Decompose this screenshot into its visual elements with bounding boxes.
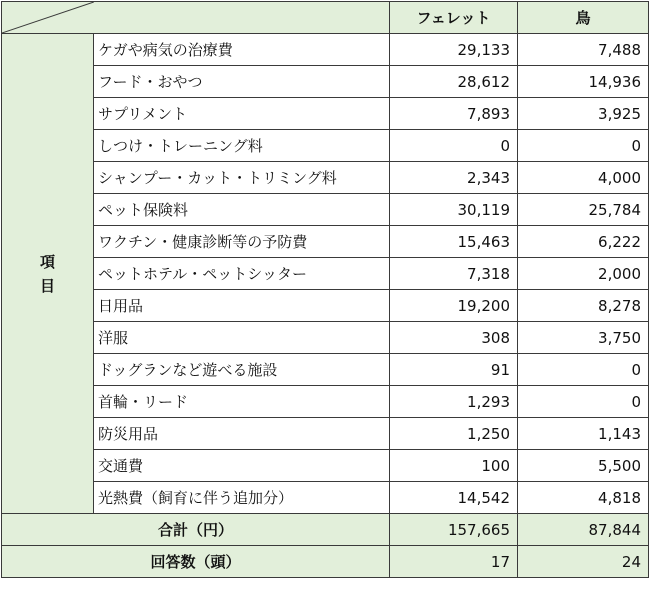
table-row [2, 34, 649, 66]
expense-item-label: サプリメント [94, 98, 390, 130]
expense-value-ferret: 0 [390, 130, 518, 162]
expense-item-label: 光熱費（飼育に伴う追加分） [94, 482, 390, 514]
header-row [2, 2, 649, 34]
expense-value-bird: 7,488 [518, 34, 649, 66]
diagonal-line [2, 2, 389, 33]
expense-value-bird: 2,000 [518, 258, 649, 290]
table-row [2, 98, 649, 130]
expense-value-bird: 6,222 [518, 226, 649, 258]
table-row [2, 386, 649, 418]
expense-value-ferret: 28,612 [390, 66, 518, 98]
table-row [2, 482, 649, 514]
side-label-items [2, 34, 94, 514]
expense-value-ferret: 100 [390, 450, 518, 482]
expense-item-label: ペットホテル・ペットシッター [94, 258, 390, 290]
table-row [2, 290, 649, 322]
expense-value-bird: 0 [518, 354, 649, 386]
expense-value-bird: 0 [518, 130, 649, 162]
respondents-row-label: 回答数（頭） [2, 546, 390, 578]
expense-value-ferret: 91 [390, 354, 518, 386]
expense-value-ferret: 7,893 [390, 98, 518, 130]
expense-value-bird: 4,000 [518, 162, 649, 194]
respondents-row-value-bird: 24 [518, 546, 649, 578]
total-row-value-bird: 87,844 [518, 514, 649, 546]
table-row [2, 130, 649, 162]
expense-value-ferret: 7,318 [390, 258, 518, 290]
total-row-label: 合計（円） [2, 514, 390, 546]
expense-value-bird: 0 [518, 386, 649, 418]
expense-value-bird: 14,936 [518, 66, 649, 98]
expense-item-label: 洋服 [94, 322, 390, 354]
side-label-char: 項 [39, 252, 55, 271]
expense-value-ferret: 30,119 [390, 194, 518, 226]
table-body [2, 2, 649, 578]
expense-item-label: フード・おやつ [94, 66, 390, 98]
expense-value-ferret: 19,200 [390, 290, 518, 322]
column-header-bird: 鳥 [518, 2, 649, 34]
expense-value-bird: 4,818 [518, 482, 649, 514]
table-row [2, 322, 649, 354]
expense-value-ferret: 1,293 [390, 386, 518, 418]
total-row [2, 514, 649, 546]
expense-value-ferret: 14,542 [390, 482, 518, 514]
table-row [2, 418, 649, 450]
table-row [2, 66, 649, 98]
expense-value-ferret: 2,343 [390, 162, 518, 194]
table-row [2, 450, 649, 482]
expense-item-label: ワクチン・健康診断等の予防費 [94, 226, 390, 258]
expense-value-ferret: 1,250 [390, 418, 518, 450]
table-row [2, 354, 649, 386]
side-label-char: 目 [39, 276, 55, 295]
expense-value-ferret: 15,463 [390, 226, 518, 258]
respondents-row-value-ferret: 17 [390, 546, 518, 578]
total-row-value-ferret: 157,665 [390, 514, 518, 546]
expense-value-bird: 3,925 [518, 98, 649, 130]
expense-value-bird: 1,143 [518, 418, 649, 450]
expense-value-bird: 3,750 [518, 322, 649, 354]
expense-item-label: 防災用品 [94, 418, 390, 450]
expense-item-label: ペット保険料 [94, 194, 390, 226]
expense-value-bird: 5,500 [518, 450, 649, 482]
expense-value-ferret: 308 [390, 322, 518, 354]
expense-value-bird: 8,278 [518, 290, 649, 322]
table-row [2, 258, 649, 290]
table-row [2, 226, 649, 258]
expense-item-label: ケガや病気の治療費 [94, 34, 390, 66]
column-header-ferret: フェレット [390, 2, 518, 34]
expense-item-label: 日用品 [94, 290, 390, 322]
pet-expense-table [1, 1, 649, 578]
expense-item-label: 交通費 [94, 450, 390, 482]
expense-value-bird: 25,784 [518, 194, 649, 226]
respondents-row [2, 546, 649, 578]
table-row [2, 162, 649, 194]
expense-item-label: しつけ・トレーニング料 [94, 130, 390, 162]
expense-item-label: ドッグランなど遊べる施設 [94, 354, 390, 386]
expense-item-label: シャンプー・カット・トリミング料 [94, 162, 390, 194]
corner-diagonal-cell [2, 2, 390, 34]
expense-value-ferret: 29,133 [390, 34, 518, 66]
expense-item-label: 首輪・リード [94, 386, 390, 418]
table-row [2, 194, 649, 226]
